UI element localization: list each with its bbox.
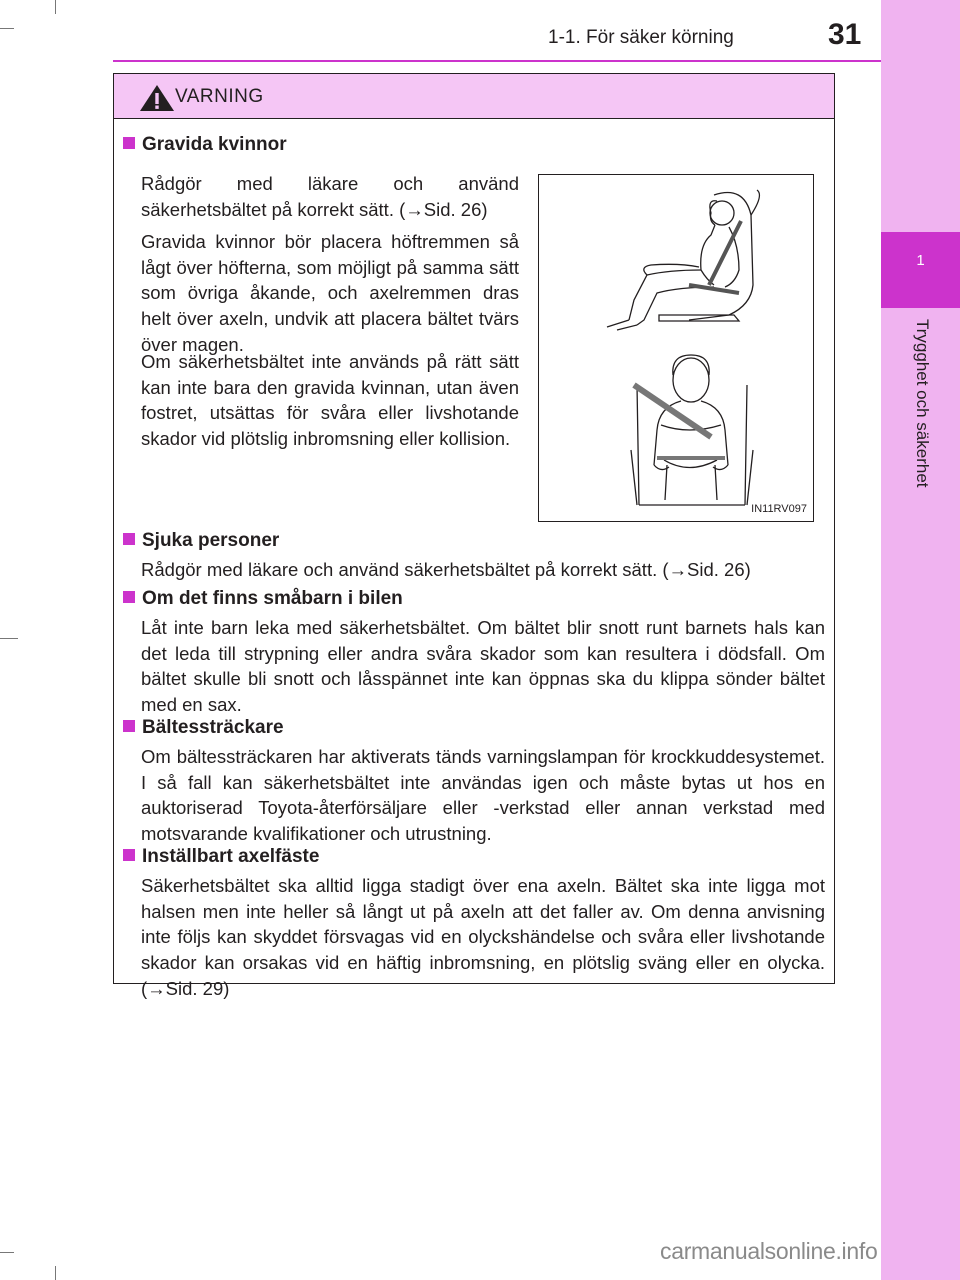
chapter-marker xyxy=(881,232,960,308)
page-number: 31 xyxy=(828,18,862,51)
paragraph: Om bältessträckaren har aktiverats tänds varningslampan för krockkuddesystemet. I så fall kan säkerhetsbältet inte användas igen och måste bytas ut hos en auktoriserad Toyota-återförsäljare eller -verkstad eller annan verkstad med motsvarande kvalifikationer och utrustning. xyxy=(141,746,825,845)
heading-text: Sjuka personer xyxy=(142,530,280,551)
paragraph: Låt inte barn leka med säkerhetsbältet. Om bältet blir snott runt barnets hals kan det leda till strypning eller andra svåra skador som kan resultera i dödsfall. Om bältet skulle bli snott och låsspännet inte kan öppnas ska du klippa sönder bältet med en sax. xyxy=(141,617,825,716)
warning-triangle-icon xyxy=(139,84,175,112)
paragraph: Rådgör med läkare och använd säkerhetsbältet på korrekt sätt. (→Sid. 26) xyxy=(141,559,751,580)
warning-header xyxy=(114,74,834,119)
crop-mark xyxy=(0,28,14,29)
paragraph: Säkerhetsbältet ska alltid ligga stadigt över ena axeln. Bältet ska inte ligga mot halsen men inte heller så långt ut på axeln att det faller av. Om denna anvisning inte följs kan skyddet försvagas vid en olyckshändelse och svåra eller livshotande skador kan orsakas vid en häftig inbromsning, en plötslig sväng eller en olycka. (→Sid. 29) xyxy=(141,875,825,999)
seatbelt-illustration xyxy=(538,174,814,522)
figure-code: IN11RV097 xyxy=(751,503,807,515)
section-heading-smabarn xyxy=(123,588,403,610)
heading-text: Inställbart axelfäste xyxy=(142,846,320,867)
square-bullet-icon xyxy=(123,533,135,545)
watermark: carmanualsonline.info xyxy=(660,1238,878,1264)
section-heading-gravida xyxy=(123,134,287,156)
paragraph: Gravida kvinnor bör placera höftremmen så lågt över höfterna, som möjligt på samma sätt som övriga åkande, och axelremmen dras helt över axeln, undvik att placera bältet tvärs över magen. xyxy=(141,231,519,355)
pregnant-passenger-illustration xyxy=(539,175,813,521)
warning-title: VARNING xyxy=(175,86,264,107)
crop-mark xyxy=(0,638,18,639)
crop-mark xyxy=(55,0,56,14)
square-bullet-icon xyxy=(123,591,135,603)
heading-text: Om det finns småbarn i bilen xyxy=(142,588,403,609)
section-title: 1-1. För säker körning xyxy=(548,27,734,48)
square-bullet-icon xyxy=(123,137,135,149)
square-bullet-icon xyxy=(123,849,135,861)
crop-mark xyxy=(0,1252,14,1253)
chapter-side-tab xyxy=(881,0,960,1280)
chapter-number: 1 xyxy=(916,252,925,269)
heading-text: Gravida kvinnor xyxy=(142,134,287,155)
paragraph: Om säkerhetsbältet inte används på rätt sätt kan inte bara den gravida kvinnan, utan även fostret, utsättas för svåra eller livshotande skador vid plötslig inbromsning eller kollision. xyxy=(141,351,519,450)
crop-mark xyxy=(55,1266,56,1280)
section-heading-baltessträckare xyxy=(123,717,284,739)
section-heading-axelfaste xyxy=(123,846,319,868)
chapter-title: Trygghet och säkerhet xyxy=(913,319,932,488)
paragraph: Rådgör med läkare och använd säkerhetsbältet på korrekt sätt. (→Sid. 26) xyxy=(141,173,519,220)
square-bullet-icon xyxy=(123,720,135,732)
heading-text: Bältessträckare xyxy=(142,717,284,738)
section-heading-sjuka xyxy=(123,530,279,552)
warning-box xyxy=(113,73,835,999)
header-rule xyxy=(113,60,881,62)
